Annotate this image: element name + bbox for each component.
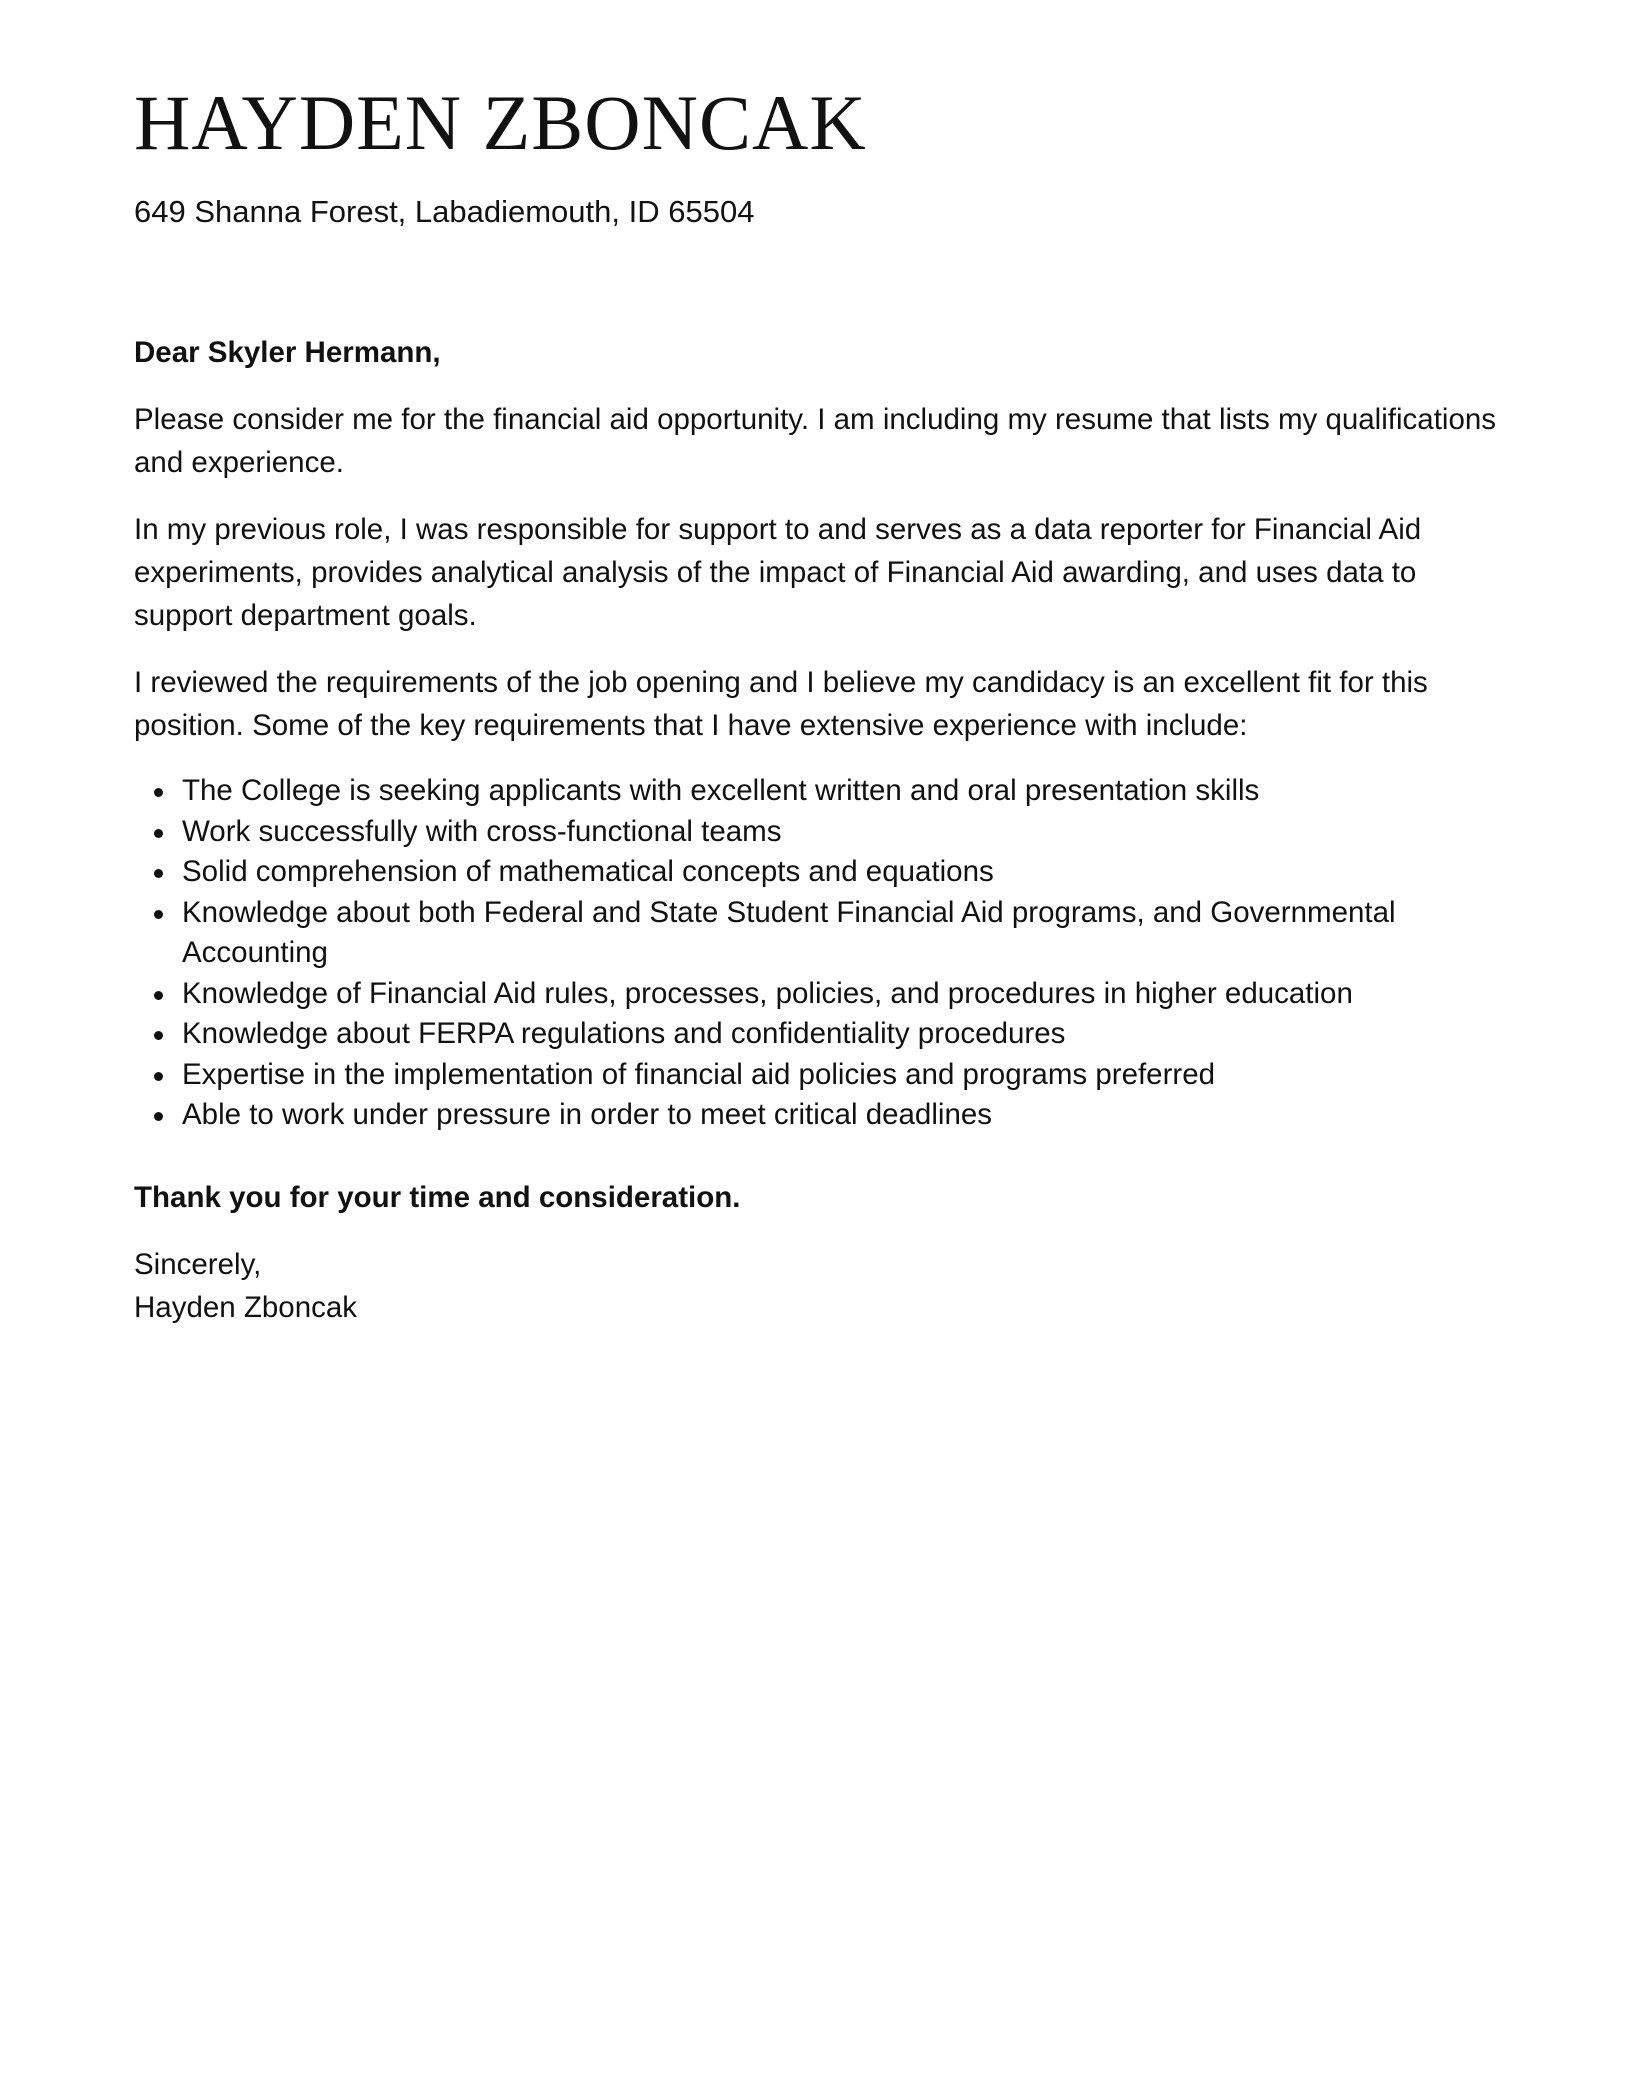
list-item [134, 1055, 1504, 1096]
applicant-address: 649 Shanna Forest, Labadiemouth, ID 65504 [134, 194, 755, 229]
bullet-icon [154, 1072, 163, 1081]
bullet-icon [154, 788, 163, 797]
list-item-text: Solid comprehension of mathematical concepts and equations [182, 855, 994, 888]
list-item [134, 974, 1504, 1015]
requirements-list [134, 771, 1504, 1136]
list-item-text: Work successfully with cross-functional teams [182, 814, 782, 848]
list-item-text: Able to work under pressure in order to meet critical deadlines [182, 1098, 993, 1131]
list-item-text: Expertise in the implementation of financial aid policies and programs preferred [182, 1057, 1216, 1091]
bullet-icon [154, 1031, 163, 1040]
list-item [134, 852, 1504, 893]
list-item [134, 1095, 1504, 1136]
bullet-icon [154, 1112, 163, 1121]
paragraph-previous-role: In my previous role, I was responsible for support to and serves as a data reporter for Financial Aid experiments, provides analytical analysis of the impact of Financial Aid awarding, and uses data to support department goals. [134, 513, 1422, 632]
list-item-text: Knowledge about FERPA regulations and confidentiality procedures [182, 1017, 1066, 1050]
bullet-icon [154, 869, 163, 878]
list-item [134, 812, 1504, 853]
thank-you-line: Thank you for your time and consideration. [134, 1180, 741, 1214]
letter-body [134, 331, 1504, 1329]
list-item-text: The College is seeking applicants with excellent written and oral presentation skills [182, 774, 1260, 807]
bullet-icon [154, 829, 163, 838]
applicant-name: HAYDEN ZBONCAK [134, 79, 867, 166]
list-item-text: Knowledge about both Federal and State Student Financial Aid programs, and Governmental Accounting [182, 895, 1396, 969]
paragraph-requirements-intro: I reviewed the requirements of the job opening and I believe my candidacy is an excellent fit for this position. Some of the key requirements that I have extensive experience with include: [134, 666, 1428, 742]
bullet-icon [154, 991, 163, 1000]
list-item-text: Knowledge of Financial Aid rules, processes, policies, and procedures in higher education [182, 976, 1353, 1010]
bullet-icon [154, 910, 163, 919]
signature-name: Hayden Zboncak [134, 1290, 358, 1324]
list-item [134, 771, 1504, 812]
salutation: Dear Skyler Hermann, [134, 336, 441, 369]
paragraph-intro: Please consider me for the financial aid opportunity. I am including my resume that lists my qualifications and experience. [134, 403, 1497, 479]
closing: Sincerely, [134, 1247, 262, 1281]
list-item [134, 893, 1504, 974]
list-item [134, 1014, 1504, 1055]
